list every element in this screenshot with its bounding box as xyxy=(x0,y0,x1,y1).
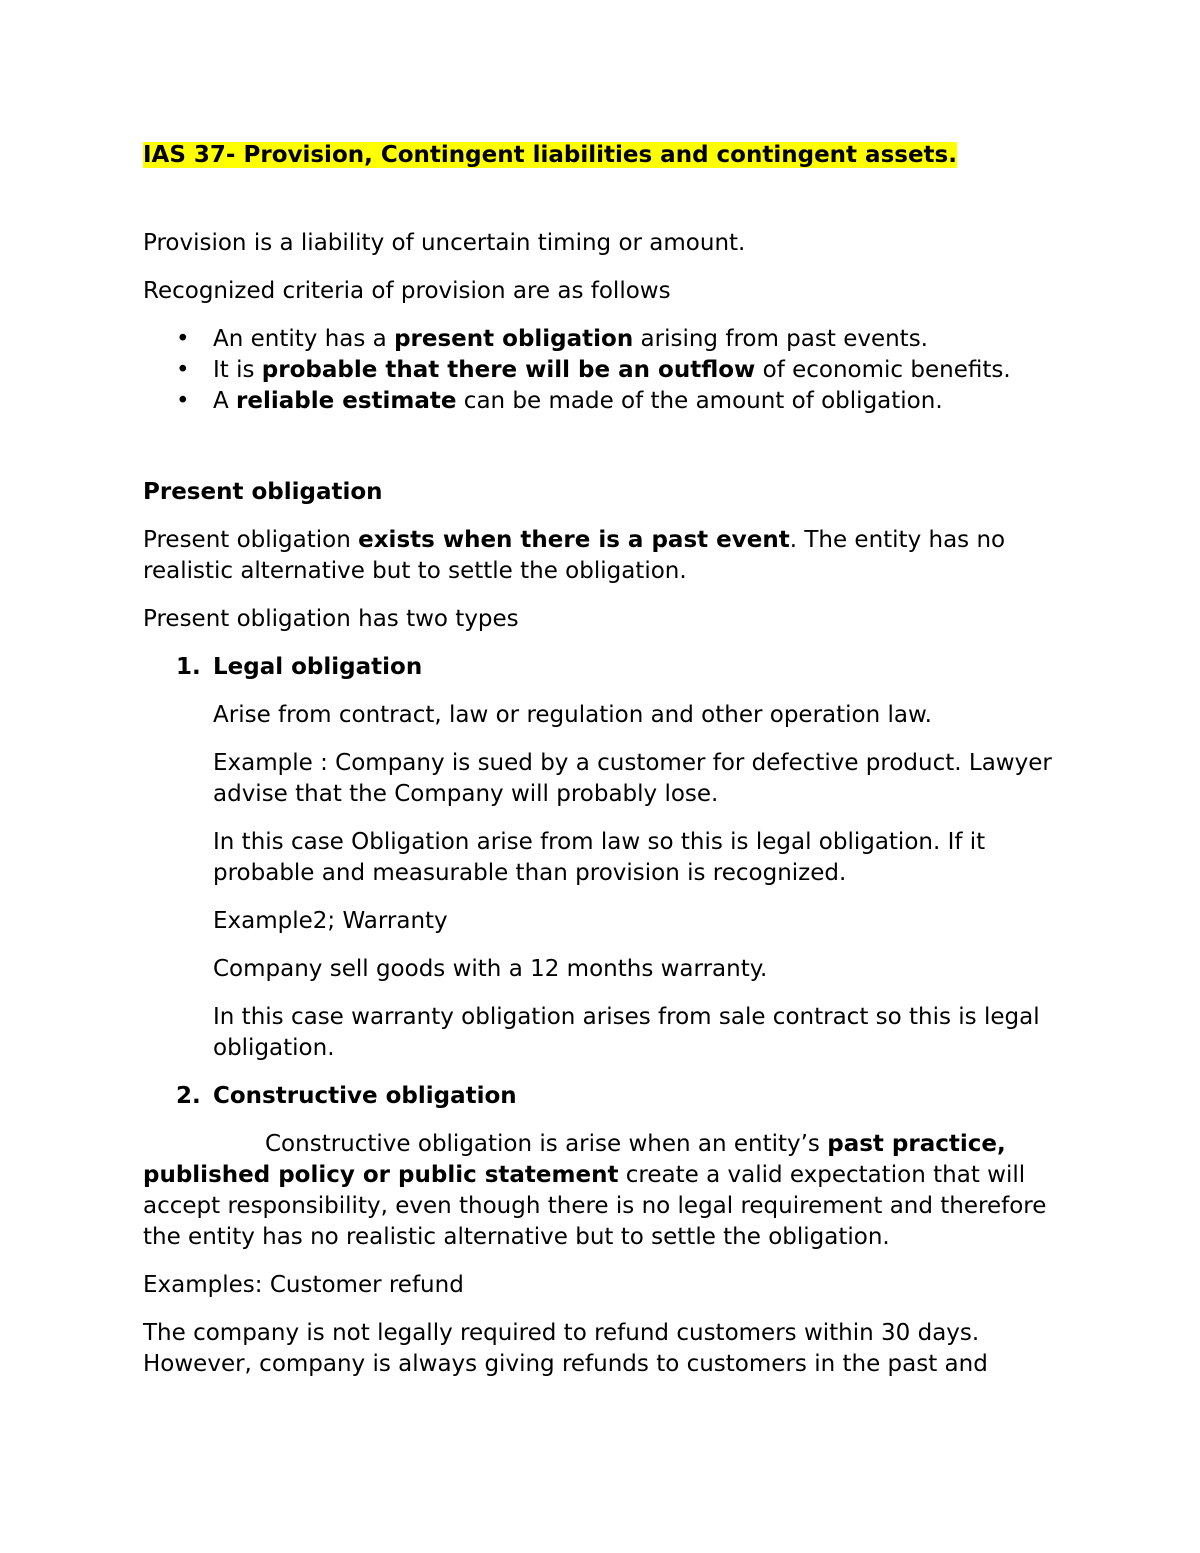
constructive-obligation-heading: 2. Constructive obligation xyxy=(143,1081,1073,1112)
legal-paragraph: In this case Obligation arise from law so this is legal obligation. If it probable and measurable than provision is recognized. xyxy=(213,829,986,886)
criteria-item: • A reliable estimate can be made of the amount of obligation. xyxy=(143,386,1073,417)
title-highlight: IAS 37- Provision, Contingent liabilities and contingent assets. xyxy=(143,142,957,168)
legal-paragraph: In this case warranty obligation arises from sale contract so this is legal obligation. xyxy=(213,1004,1040,1061)
provision-definition: Provision is a liability of uncertain timing or amount. xyxy=(143,230,746,256)
legal-paragraph: Example2; Warranty xyxy=(213,908,448,934)
document-page xyxy=(143,140,1073,1397)
types-lead: Present obligation has two types xyxy=(143,606,519,632)
refund-paragraph: The company is not legally required to refund customers within 30 days. However, company is always giving refunds to customers in the past and xyxy=(143,1320,988,1377)
document-title xyxy=(143,140,1073,171)
legal-paragraph: Company sell goods with a 12 months warranty. xyxy=(213,956,768,982)
list-number: 2. xyxy=(176,1083,201,1109)
criteria-lead: Recognized criteria of provision are as follows xyxy=(143,278,671,304)
criteria-item: • An entity has a present obligation arising from past events. xyxy=(143,324,1073,355)
bullet-icon: • xyxy=(176,326,190,352)
list-number: 1. xyxy=(176,654,201,680)
criteria-list xyxy=(143,324,1073,417)
criteria-bold: probable that there will be an outflow xyxy=(261,357,756,383)
legal-paragraph: Example : Company is sued by a customer for defective product. Lawyer advise that the Company will probably lose. xyxy=(213,750,1052,807)
legal-paragraph: Arise from contract, law or regulation and other operation law. xyxy=(213,702,932,728)
examples-line: Examples: Customer refund xyxy=(143,1272,464,1298)
criteria-bold: reliable estimate xyxy=(236,388,457,414)
present-obligation-paragraph: Present obligation exists when there is a past event. The entity has no realistic alternative but to settle the obligation. xyxy=(143,527,1006,584)
criteria-item: • It is probable that there will be an outflow of economic benefits. xyxy=(143,355,1073,386)
criteria-bold: present obligation xyxy=(394,326,634,352)
constructive-paragraph: Constructive obligation is arise when an entity’s past practice, published policy or public statement create a valid expectation that will accept responsibility, even though there is no legal requirement and therefore the entity has no realistic alternative but to settle the obligation. xyxy=(143,1131,1047,1250)
present-obligation-heading: Present obligation xyxy=(143,479,383,505)
bullet-icon: • xyxy=(176,357,190,383)
legal-obligation-heading: 1. Legal obligation xyxy=(143,652,1073,683)
bullet-icon: • xyxy=(176,388,190,414)
